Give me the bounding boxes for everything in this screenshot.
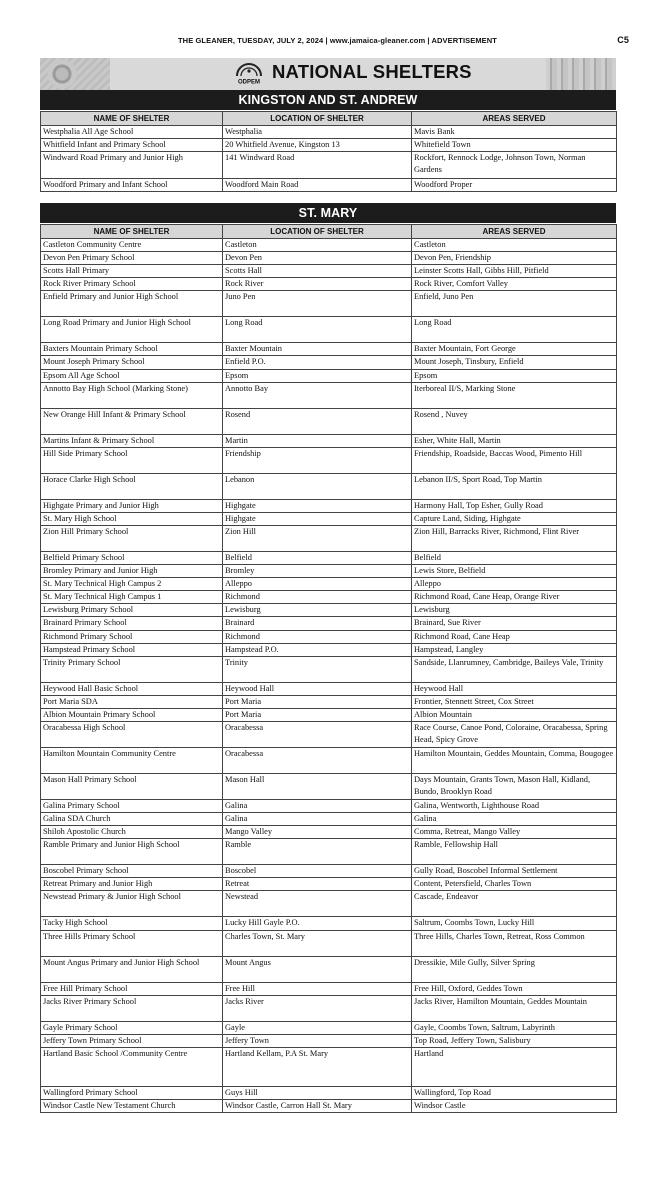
shelter-name-cell: Galina SDA Church: [41, 813, 223, 826]
shelter-location-cell: Mount Angus: [223, 956, 412, 982]
shelter-location-cell: Boscobel: [223, 865, 412, 878]
title-banner: [40, 58, 616, 90]
table-row: [41, 773, 617, 799]
shelter-name-cell: Long Road Primary and Junior High School: [41, 317, 223, 343]
shelter-location-cell: Lewisburg: [223, 604, 412, 617]
areas-served-cell: Gayle, Coombs Town, Saltrum, Labyrinth: [412, 1021, 617, 1034]
shelter-location-cell: Woodford Main Road: [223, 179, 412, 192]
areas-served-cell: Wallingford, Top Road: [412, 1086, 617, 1099]
shelter-name-cell: Albion Mountain Primary School: [41, 708, 223, 721]
table-row: [41, 682, 617, 695]
areas-served-cell: Gully Road, Boscobel Informal Settlement: [412, 865, 617, 878]
shelter-location-cell: Martin: [223, 434, 412, 447]
shelter-name-cell: Three Hills Primary School: [41, 930, 223, 956]
shelter-location-cell: 141 Windward Road: [223, 152, 412, 179]
table-row: [41, 408, 617, 434]
shelter-location-cell: Bromley: [223, 565, 412, 578]
shelter-location-cell: Enfield P.O.: [223, 356, 412, 369]
shelter-location-cell: 20 Whitfield Avenue, Kingston 13: [223, 139, 412, 152]
areas-served-cell: Mavis Bank: [412, 126, 617, 139]
areas-served-cell: Baxter Mountain, Fort George: [412, 343, 617, 356]
column-header-row: [41, 225, 617, 239]
shelter-location-cell: Trinity: [223, 656, 412, 682]
table-row: [41, 317, 617, 343]
areas-served-cell: Hartland: [412, 1047, 617, 1086]
table-row: [41, 891, 617, 917]
table-row: [41, 512, 617, 525]
areas-served-cell: Frontier, Stennett Street, Cox Street: [412, 695, 617, 708]
shelter-name-cell: Boscobel Primary School: [41, 865, 223, 878]
shelter-name-cell: New Orange Hill Infant & Primary School: [41, 408, 223, 434]
table-row: [41, 356, 617, 369]
areas-served-cell: Epsom: [412, 369, 617, 382]
areas-served-cell: Heywood Hall: [412, 682, 617, 695]
shelter-name-cell: Bromley Primary and Junior High: [41, 565, 223, 578]
shelter-name-cell: Hampstead Primary School: [41, 643, 223, 656]
areas-served-cell: Iterboreal II/S, Marking Stone: [412, 382, 617, 408]
header-location-of-shelter: LOCATION OF SHELTER: [223, 225, 412, 239]
areas-served-cell: Richmond Road, Cane Heap: [412, 630, 617, 643]
shelter-name-cell: Oracabessa High School: [41, 721, 223, 747]
shelter-name-cell: Windward Road Primary and Junior High: [41, 152, 223, 179]
shelter-name-cell: Free Hill Primary School: [41, 982, 223, 995]
shelter-location-cell: Long Road: [223, 317, 412, 343]
shelter-location-cell: Zion Hill: [223, 525, 412, 551]
table-row: [41, 126, 617, 139]
shelter-table-kingston: [40, 111, 617, 192]
table-row: [41, 499, 617, 512]
shelter-name-cell: Highgate Primary and Junior High: [41, 499, 223, 512]
table-row: [41, 525, 617, 551]
areas-served-cell: Hampstead, Langley: [412, 643, 617, 656]
areas-served-cell: Days Mountain, Grants Town, Mason Hall, Kidland, Bundo, Brooklyn Road: [412, 773, 617, 799]
shelter-name-cell: Martins Infant & Primary School: [41, 434, 223, 447]
shelter-location-cell: Ramble: [223, 839, 412, 865]
shelter-location-cell: Newstead: [223, 891, 412, 917]
shelter-name-cell: Scotts Hall Primary: [41, 265, 223, 278]
shelter-location-cell: Westphalia: [223, 126, 412, 139]
areas-served-cell: Windsor Castle: [412, 1099, 617, 1112]
table-row: [41, 839, 617, 865]
table-row: [41, 1099, 617, 1112]
areas-served-cell: Belfield: [412, 551, 617, 564]
shelter-name-cell: St. Mary High School: [41, 512, 223, 525]
shelter-name-cell: Annotto Bay High School (Marking Stone): [41, 382, 223, 408]
table-row: [41, 865, 617, 878]
areas-served-cell: Whitefield Town: [412, 139, 617, 152]
page-title: NATIONAL SHELTERS: [272, 61, 472, 82]
table-row: [41, 265, 617, 278]
shelter-name-cell: Gayle Primary School: [41, 1021, 223, 1034]
table-row: [41, 1047, 617, 1086]
masthead-text: THE GLEANER, TUESDAY, JULY 2, 2024 | www.jamaica-gleaner.com | ADVERTISEMENT: [178, 36, 497, 45]
table-row: [41, 291, 617, 317]
table-row: [41, 152, 617, 179]
table-row: [41, 369, 617, 382]
areas-served-cell: Top Road, Jeffery Town, Salisbury: [412, 1034, 617, 1047]
shelter-location-cell: Hartland Kellam, P.A St. Mary: [223, 1047, 412, 1086]
shelter-location-cell: Highgate: [223, 499, 412, 512]
table-row: [41, 434, 617, 447]
table-row: [41, 139, 617, 152]
table-row: [41, 179, 617, 192]
shelter-location-cell: Alleppo: [223, 578, 412, 591]
areas-served-cell: Race Course, Canoe Pond, Coloraine, Oracabessa, Spring Head, Spicy Grove: [412, 721, 617, 747]
shelter-location-cell: Galina: [223, 799, 412, 812]
shelter-name-cell: Westphalia All Age School: [41, 126, 223, 139]
areas-served-cell: Mount Joseph, Tinsbury, Enfield: [412, 356, 617, 369]
areas-served-cell: Albion Mountain: [412, 708, 617, 721]
table-row: [41, 343, 617, 356]
table-row: [41, 826, 617, 839]
areas-served-cell: Rock River, Comfort Valley: [412, 278, 617, 291]
table-row: [41, 617, 617, 630]
shelter-location-cell: Highgate: [223, 512, 412, 525]
table-row: [41, 930, 617, 956]
shelter-location-cell: Charles Town, St. Mary: [223, 930, 412, 956]
shelter-name-cell: Castleton Community Centre: [41, 239, 223, 252]
shelter-name-cell: Wallingford Primary School: [41, 1086, 223, 1099]
table-row: [41, 591, 617, 604]
shelter-location-cell: Oracabessa: [223, 747, 412, 773]
shelter-location-cell: Mason Hall: [223, 773, 412, 799]
shelter-name-cell: Brainard Primary School: [41, 617, 223, 630]
shelter-name-cell: Hamilton Mountain Community Centre: [41, 747, 223, 773]
shelter-name-cell: Richmond Primary School: [41, 630, 223, 643]
shelter-name-cell: Shiloh Apostolic Church: [41, 826, 223, 839]
header-areas-served: AREAS SERVED: [412, 112, 617, 126]
shelter-location-cell: Lucky Hill Gayle P.O.: [223, 917, 412, 930]
areas-served-cell: Zion Hill, Barracks River, Richmond, Flint River: [412, 525, 617, 551]
shelter-name-cell: Epsom All Age School: [41, 369, 223, 382]
table-row: [41, 695, 617, 708]
areas-served-cell: Lewis Store, Belfield: [412, 565, 617, 578]
areas-served-cell: Harmony Hall, Top Esher, Gully Road: [412, 499, 617, 512]
areas-served-cell: Brainard, Sue River: [412, 617, 617, 630]
shelter-location-cell: Windsor Castle, Carron Hall St. Mary: [223, 1099, 412, 1112]
table-row: [41, 917, 617, 930]
palm-trees-graphic: [546, 58, 616, 90]
header-location-of-shelter: LOCATION OF SHELTER: [223, 112, 412, 126]
shelter-location-cell: Jeffery Town: [223, 1034, 412, 1047]
areas-served-cell: Three Hills, Charles Town, Retreat, Ross Common: [412, 930, 617, 956]
areas-served-cell: Lewisburg: [412, 604, 617, 617]
table-row: [41, 252, 617, 265]
areas-served-cell: Enfield, Juno Pen: [412, 291, 617, 317]
shelter-location-cell: Brainard: [223, 617, 412, 630]
areas-served-cell: Jacks River, Hamilton Mountain, Geddes Mountain: [412, 995, 617, 1021]
table-row: [41, 878, 617, 891]
areas-served-cell: Comma, Retreat, Mango Valley: [412, 826, 617, 839]
odpem-logo-text: ODPEM: [237, 79, 261, 85]
table-row: [41, 278, 617, 291]
shelter-name-cell: Mount Angus Primary and Junior High School: [41, 956, 223, 982]
shelter-name-cell: Hill Side Primary School: [41, 447, 223, 473]
table-row: [41, 982, 617, 995]
shelter-name-cell: St. Mary Technical High Campus 1: [41, 591, 223, 604]
shelter-name-cell: Jacks River Primary School: [41, 995, 223, 1021]
areas-served-cell: Dressikie, Mile Gully, Silver Spring: [412, 956, 617, 982]
shelter-name-cell: Zion Hill Primary School: [41, 525, 223, 551]
shelter-location-cell: Gayle: [223, 1021, 412, 1034]
shelter-name-cell: Tacky High School: [41, 917, 223, 930]
masthead: [0, 36, 656, 48]
shelter-location-cell: Friendship: [223, 447, 412, 473]
areas-served-cell: Galina: [412, 813, 617, 826]
shelter-location-cell: Richmond: [223, 630, 412, 643]
shelter-name-cell: Galina Primary School: [41, 799, 223, 812]
areas-served-cell: Leinster Scotts Hall, Gibbs Hill, Pitfield: [412, 265, 617, 278]
shelter-name-cell: Horace Clarke High School: [41, 473, 223, 499]
areas-served-cell: Richmond Road, Cane Heap, Orange River: [412, 591, 617, 604]
shelter-location-cell: Guys Hill: [223, 1086, 412, 1099]
shelter-location-cell: Rock River: [223, 278, 412, 291]
header-areas-served: AREAS SERVED: [412, 225, 617, 239]
hurricane-graphic: [40, 58, 110, 90]
areas-served-cell: Woodford Proper: [412, 179, 617, 192]
table-row: [41, 799, 617, 812]
areas-served-cell: Lebanon II/S, Sport Road, Top Martin: [412, 473, 617, 499]
shelter-name-cell: Windsor Castle New Testament Church: [41, 1099, 223, 1112]
areas-served-cell: Rockfort, Rennock Lodge, Johnson Town, Norman Gardens: [412, 152, 617, 179]
shelter-name-cell: Enfield Primary and Junior High School: [41, 291, 223, 317]
shelter-location-cell: Castleton: [223, 239, 412, 252]
header-name-of-shelter: NAME OF SHELTER: [41, 112, 223, 126]
table-row: [41, 721, 617, 747]
table-row: [41, 708, 617, 721]
region-header-kingston: KINGSTON AND ST. ANDREW: [40, 90, 616, 110]
shelter-location-cell: Baxter Mountain: [223, 343, 412, 356]
table-row: [41, 656, 617, 682]
shelter-location-cell: Jacks River: [223, 995, 412, 1021]
areas-served-cell: Devon Pen, Friendship: [412, 252, 617, 265]
areas-served-cell: Ramble, Fellowship Hall: [412, 839, 617, 865]
shelter-name-cell: Baxters Mountain Primary School: [41, 343, 223, 356]
shelter-name-cell: Mount Joseph Primary School: [41, 356, 223, 369]
shelter-name-cell: Rock River Primary School: [41, 278, 223, 291]
shelter-name-cell: Trinity Primary School: [41, 656, 223, 682]
shelter-name-cell: Newstead Primary & Junior High School: [41, 891, 223, 917]
shelter-table-st-mary: [40, 224, 617, 1113]
shelter-name-cell: Belfield Primary School: [41, 551, 223, 564]
shelter-location-cell: Belfield: [223, 551, 412, 564]
odpem-logo: [232, 63, 266, 85]
shelter-location-cell: Juno Pen: [223, 291, 412, 317]
table-row: [41, 995, 617, 1021]
areas-served-cell: Content, Petersfield, Charles Town: [412, 878, 617, 891]
areas-served-cell: Capture Land, Siding, Highgate: [412, 512, 617, 525]
table-row: [41, 382, 617, 408]
column-header-row: [41, 112, 617, 126]
table-row: [41, 447, 617, 473]
page-number: C5: [617, 35, 629, 45]
table-row: [41, 239, 617, 252]
table-row: [41, 473, 617, 499]
shelter-location-cell: Lebanon: [223, 473, 412, 499]
table-row: [41, 578, 617, 591]
areas-served-cell: Esher, White Hall, Martin: [412, 434, 617, 447]
areas-served-cell: Sandside, Llanrumney, Cambridge, Baileys Vale, Trinity: [412, 656, 617, 682]
table-row: [41, 747, 617, 773]
table-row: [41, 813, 617, 826]
shelter-location-cell: Galina: [223, 813, 412, 826]
areas-served-cell: Rosend , Nuvey: [412, 408, 617, 434]
shelter-location-cell: Hampstead P.O.: [223, 643, 412, 656]
table-row: [41, 551, 617, 564]
region-header-st-mary: ST. MARY: [40, 203, 616, 223]
areas-served-cell: Castleton: [412, 239, 617, 252]
areas-served-cell: Long Road: [412, 317, 617, 343]
areas-served-cell: Cascade, Endeavor: [412, 891, 617, 917]
areas-served-cell: Saltrum, Coombs Town, Lucky Hill: [412, 917, 617, 930]
areas-served-cell: Friendship, Roadside, Baccas Wood, Pimento Hill: [412, 447, 617, 473]
shelter-name-cell: Hartland Basic School /Community Centre: [41, 1047, 223, 1086]
table-row: [41, 630, 617, 643]
table-row: [41, 565, 617, 578]
table-row: [41, 1021, 617, 1034]
shelter-location-cell: Port Maria: [223, 708, 412, 721]
table-row: [41, 604, 617, 617]
shelter-name-cell: Lewisburg Primary School: [41, 604, 223, 617]
shelter-location-cell: Heywood Hall: [223, 682, 412, 695]
areas-served-cell: Galina, Wentworth, Lighthouse Road: [412, 799, 617, 812]
areas-served-cell: Hamilton Mountain, Geddes Mountain, Comma, Bougogee: [412, 747, 617, 773]
shelter-name-cell: St. Mary Technical High Campus 2: [41, 578, 223, 591]
shelter-location-cell: Oracabessa: [223, 721, 412, 747]
table-row: [41, 956, 617, 982]
shelter-location-cell: Annotto Bay: [223, 382, 412, 408]
shelter-location-cell: Mango Valley: [223, 826, 412, 839]
areas-served-cell: Alleppo: [412, 578, 617, 591]
shelter-name-cell: Ramble Primary and Junior High School: [41, 839, 223, 865]
shelter-name-cell: Woodford Primary and Infant School: [41, 179, 223, 192]
shelter-name-cell: Port Maria SDA: [41, 695, 223, 708]
table-row: [41, 1086, 617, 1099]
shelter-location-cell: Richmond: [223, 591, 412, 604]
shelter-name-cell: Whitfield Infant and Primary School: [41, 139, 223, 152]
areas-served-cell: Free Hill, Oxford, Geddes Town: [412, 982, 617, 995]
table-row: [41, 643, 617, 656]
shelter-name-cell: Devon Pen Primary School: [41, 252, 223, 265]
shelter-location-cell: Free Hill: [223, 982, 412, 995]
shelter-name-cell: Heywood Hall Basic School: [41, 682, 223, 695]
shelter-name-cell: Mason Hall Primary School: [41, 773, 223, 799]
shelter-location-cell: Rosend: [223, 408, 412, 434]
shelter-name-cell: Jeffery Town Primary School: [41, 1034, 223, 1047]
shelter-location-cell: Epsom: [223, 369, 412, 382]
shelter-location-cell: Devon Pen: [223, 252, 412, 265]
shelter-name-cell: Retreat Primary and Junior High: [41, 878, 223, 891]
shelter-location-cell: Retreat: [223, 878, 412, 891]
table-row: [41, 1034, 617, 1047]
shelter-location-cell: Scotts Hall: [223, 265, 412, 278]
header-name-of-shelter: NAME OF SHELTER: [41, 225, 223, 239]
shelter-location-cell: Port Maria: [223, 695, 412, 708]
